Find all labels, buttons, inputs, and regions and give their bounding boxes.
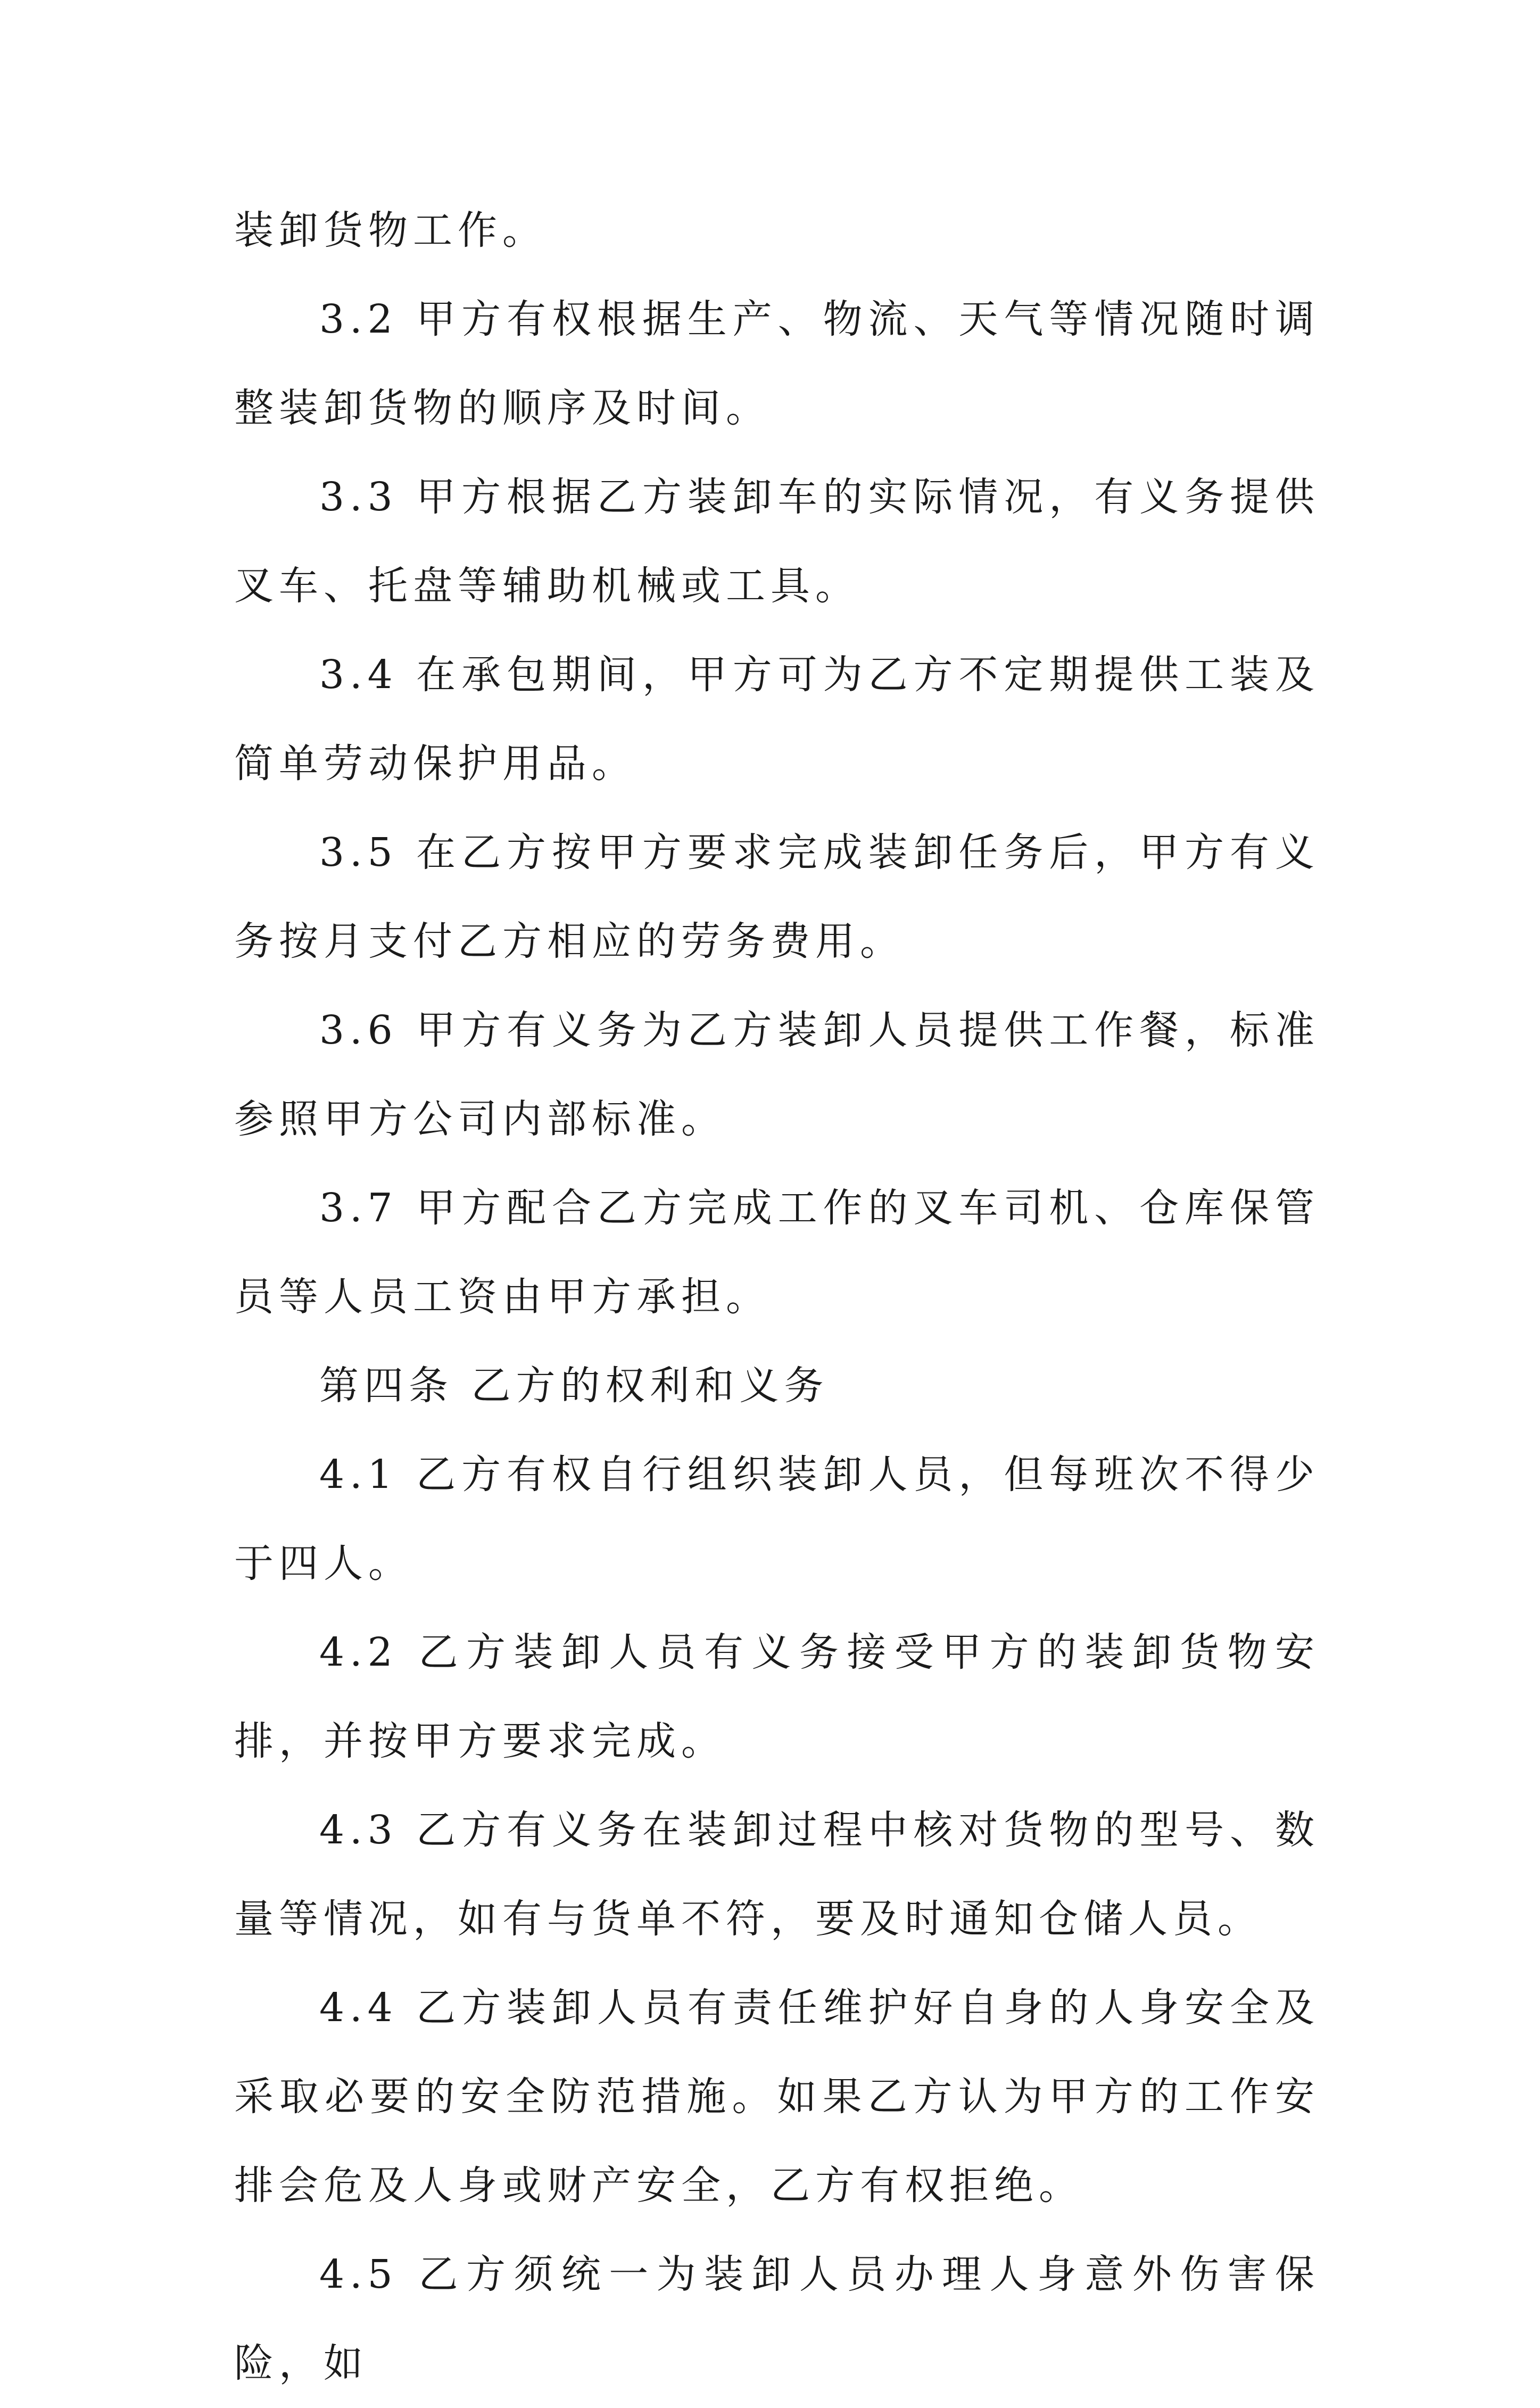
clause-3-2: 3.2 甲方有权根据生产、物流、天气等情况随时调整装卸货物的顺序及时间。 bbox=[234, 296, 1320, 431]
clause-3-5: 3.5 在乙方按甲方要求完成装卸任务后，甲方有义务按月支付乙方相应的劳务费用。 bbox=[234, 830, 1320, 964]
clause-4-4: 4.4 乙方装卸人员有责任维护好自身的人身安全及采取必要的安全防范措施。如果乙方认为甲方的工作安排会危及人身或财产安全，乙方有权拒绝。 bbox=[234, 1985, 1320, 2208]
clause-4-5: 4.5 乙方须统一为装卸人员办理人身意外伤害保险，如 bbox=[234, 2252, 1320, 2386]
clause-3-7: 3.7 甲方配合乙方完成工作的叉车司机、仓库保管员等人员工资由甲方承担。 bbox=[234, 1185, 1320, 1320]
paragraph-continuation: 装卸货物工作。 bbox=[234, 208, 547, 253]
clause-4-2: 4.2 乙方装卸人员有义务接受甲方的装卸货物安排，并按甲方要求完成。 bbox=[234, 1629, 1320, 1764]
clause-4-1: 4.1 乙方有权自行组织装卸人员，但每班次不得少于四人。 bbox=[234, 1452, 1320, 1586]
clause-3-3: 3.3 甲方根据乙方装卸车的实际情况，有义务提供叉车、托盘等辅助机械或工具。 bbox=[234, 474, 1320, 609]
clause-4-3: 4.3 乙方有义务在装卸过程中核对货物的型号、数量等情况，如有与货单不符，要及时通知仓储人员。 bbox=[234, 1807, 1320, 1942]
clause-3-6: 3.6 甲方有义务为乙方装卸人员提供工作餐，标准参照甲方公司内部标准。 bbox=[234, 1007, 1320, 1142]
clause-3-4: 3.4 在承包期间，甲方可为乙方不定期提供工装及简单劳动保护用品。 bbox=[234, 652, 1320, 787]
document-body bbox=[234, 186, 1320, 2408]
section-heading-article-4: 第四条 乙方的权利和义务 bbox=[319, 1363, 829, 1409]
